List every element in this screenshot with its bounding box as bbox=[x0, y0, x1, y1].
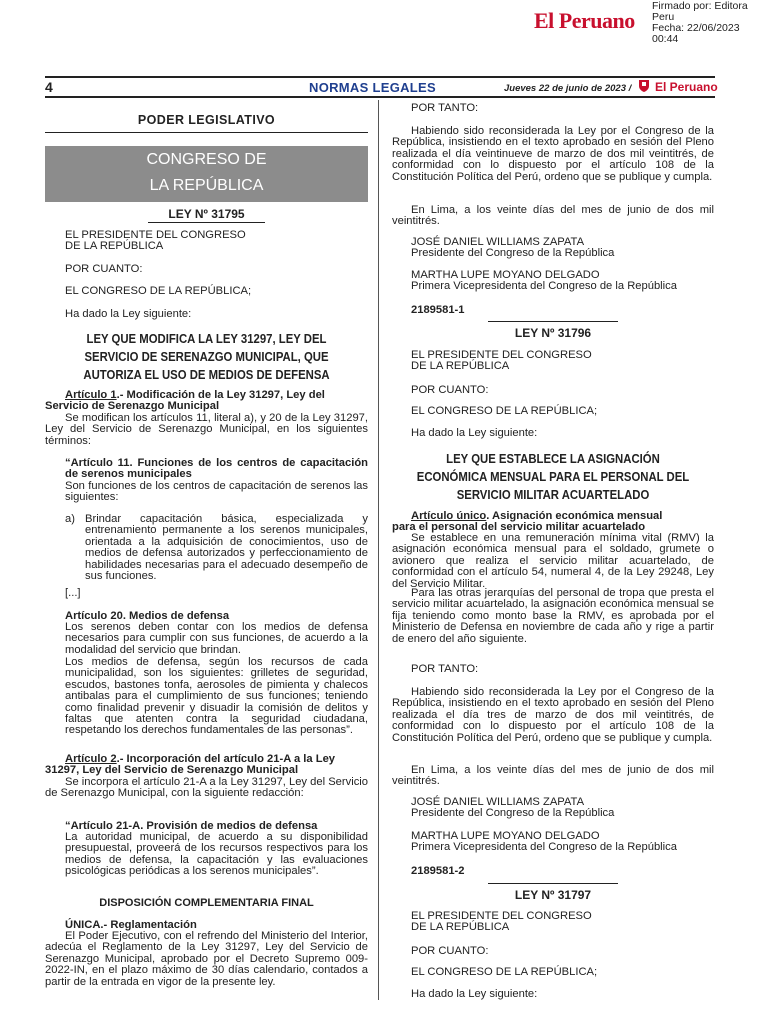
article-1-label: Artículo 1 bbox=[65, 389, 117, 401]
por-tanto-2: POR TANTO: bbox=[411, 663, 479, 675]
law-3-rule bbox=[488, 883, 618, 884]
article-2-heading bbox=[45, 754, 368, 777]
article-unico-title: . Asignación económica mensual bbox=[486, 510, 663, 522]
final-disposition-heading: DISPOSICIÓN COMPLEMENTARIA FINAL bbox=[99, 897, 314, 909]
signatory-1 bbox=[411, 237, 614, 260]
signatory-3 bbox=[411, 797, 614, 820]
law-2-president-line-2: DE LA REPÚBLICA bbox=[411, 360, 510, 373]
signatory-2-name: MARTHA LUPE MOYANO DELGADO bbox=[411, 269, 600, 281]
unica-heading: ÚNICA.- Reglamentación bbox=[65, 919, 197, 931]
brand-wordmark: El Peruano bbox=[534, 8, 635, 33]
publication-code-2: 2189581-2 bbox=[411, 865, 465, 877]
law-3-congress: EL CONGRESO DE LA REPÚBLICA; bbox=[411, 966, 598, 978]
unica-body: El Poder Ejecutivo, con el refrendo del Ministerio del Interior, adecúa el Reglamento de la Ley 31297, Ley del Servicio de Serenazgo Municipal, aprobado por el Decreto Supremo 009-2022-IN, en el plazo máximo de 30 días calendario, contados a partir de la entrada en vigor de la presente ley. bbox=[45, 930, 368, 988]
banner-line-1: CONGRESO DE bbox=[146, 151, 267, 168]
power-rule bbox=[45, 132, 368, 133]
article-1-body: Se modifican los artículos 11, literal a), y 20 de la Ley 31297, Ley del Servicio de Serenazgo Municipal, en los siguientes términos: bbox=[45, 412, 368, 447]
law-2-ha-dado: Ha dado la Ley siguiente: bbox=[411, 427, 538, 439]
signatory-4-name: MARTHA LUPE MOYANO DELGADO bbox=[411, 830, 600, 842]
signature-org: Peru bbox=[652, 11, 675, 23]
law-2-president-line-1: EL PRESIDENTE DEL CONGRESO bbox=[411, 349, 592, 361]
issue-date: Jueves 22 de junio de 2023 / bbox=[504, 83, 632, 94]
quote-art-20-p1: Los serenos deben contar con los medios de defensa necesarios para cumplir con sus funciones, de acuerdo a la modalidad del servicio que brindan. bbox=[65, 621, 368, 656]
president-heading bbox=[65, 230, 246, 253]
page-number: 4 bbox=[45, 79, 53, 95]
law-number-rule bbox=[148, 222, 265, 223]
law-2-title-line-3: SERVICIO MILITAR ACUARTELADO bbox=[456, 487, 650, 502]
signatory-4 bbox=[411, 831, 677, 854]
ha-dado: Ha dado la Ley siguiente: bbox=[65, 308, 192, 320]
law-2-president bbox=[411, 350, 592, 373]
signature-date: Fecha: 22/06/2023 00:44 bbox=[652, 22, 740, 45]
law-3-por-cuanto: POR CUANTO: bbox=[411, 945, 489, 957]
president-line-2: DE LA REPÚBLICA bbox=[65, 240, 164, 253]
article-unico-p2: Para las otras jerarquías del personal de tropa que presta el servicio militar acuartelado, la asignación económica mensual se fija teniendo como monto base la RMV, es aprobada por el Ministerio de Defensa en noviembre de cada año y rige a partir de enero del año siguiente. bbox=[392, 587, 714, 645]
law-2-rule bbox=[488, 321, 618, 322]
item-a-text: Brindar capacitación básica, especializada y entrenamiento permanente a los serenos municipales, orientada a la adquisición de conocimientos, uso de medios de defensa autorizados y perfeccionamiento de habilidades necesarias para el adecuado desempeño de sus funciones. bbox=[85, 513, 368, 583]
law-2-title-line-1: LEY QUE ESTABLECE LA ASIGNACIÓN bbox=[446, 451, 660, 466]
law-title-line-2: SERVICIO DE SERENAZGO MUNICIPAL, QUE bbox=[84, 349, 329, 364]
quote-art-11-body: Son funciones de los centros de capacitación de serenos las siguientes: bbox=[65, 480, 368, 504]
quote-art-11-heading: “Artículo 11. Funciones de los centros de capacitación de serenos municipales bbox=[65, 457, 368, 481]
por-cuanto: POR CUANTO: bbox=[65, 263, 143, 275]
congress-banner bbox=[45, 146, 368, 202]
article-unico-label: Artículo único bbox=[411, 510, 487, 522]
signatory-1-name: JOSÉ DANIEL WILLIAMS ZAPATA bbox=[411, 236, 585, 248]
law-title bbox=[45, 330, 368, 384]
por-tanto-1: POR TANTO: bbox=[411, 102, 479, 114]
signatory-4-role: Primera Vicepresidenta del Congreso de la República bbox=[411, 841, 677, 854]
law-3-president bbox=[411, 911, 592, 934]
article-2-body: Se incorpora el artículo 21-A a la Ley 31297, Ley del Servicio de Serenazgo Municipal, con la siguiente redacción: bbox=[45, 776, 368, 800]
header-rule bbox=[45, 96, 715, 98]
law-3-president-line-2: DE LA REPÚBLICA bbox=[411, 921, 510, 934]
masthead-logo bbox=[534, 8, 650, 38]
signatory-2-role: Primera Vicepresidenta del Congreso de la República bbox=[411, 280, 677, 293]
signatory-1-role: Presidente del Congreso de la República bbox=[411, 247, 615, 260]
article-2-title-2: 31297, Ley del Servicio de Serenazgo Municipal bbox=[45, 764, 299, 777]
quote-art-20-heading: Artículo 20. Medios de defensa bbox=[65, 610, 230, 622]
article-1-title: .- Modificación de la Ley 31297, Ley del bbox=[116, 389, 325, 401]
law-2-title-line-2: ECONÓMICA MENSUAL PARA EL PERSONAL DEL bbox=[416, 469, 690, 484]
lima-date-1: En Lima, a los veinte días del mes de junio de dos mil veintitrés. bbox=[392, 204, 714, 228]
law-title-line-1: LEY QUE MODIFICA LA LEY 31297, LEY DEL bbox=[86, 331, 327, 346]
enactment-2: Habiendo sido reconsiderada la Ley por el Congreso de la República, insistiendo en el texto aprobado en sesión del Pleno realizada el día tres de marzo de dos mil veintitrés, de conformidad con lo dispuesto por el artículo 108 de la Constitución Política del Perú, ordeno que se publique y cumpla. bbox=[392, 686, 714, 744]
law-3-ha-dado: Ha dado la Ley siguiente: bbox=[411, 988, 538, 1000]
lima-date-2: En Lima, a los veinte días del mes de junio de dos mil veintitrés. bbox=[392, 764, 714, 788]
quote-art-21a-body: La autoridad municipal, de acuerdo a su disponibilidad presupuestal, proveerá de los recursos respectivos para los medios de defensa, la capacitación y las evaluaciones psicológicas periódicas a los serenos municipales”. bbox=[65, 831, 368, 878]
coat-of-arms-icon bbox=[637, 79, 651, 93]
signature-signer: Firmado por: Editora bbox=[652, 0, 748, 12]
article-1-title-2: Servicio de Serenazgo Municipal bbox=[45, 400, 220, 413]
law-number: LEY Nº 31795 bbox=[168, 207, 245, 221]
article-unico-p1: Se establece en una remuneración mínima vital (RMV) la asignación económica mensual para el soldado, grumete o avionero que realiza el servicio militar acuartelado, de conformidad con el artículo 54, numeral 4, de la Ley 29248, Ley del Servicio Militar. bbox=[392, 532, 714, 590]
column-divider bbox=[378, 100, 379, 1000]
law-title-line-3: AUTORIZA EL USO DE MEDIOS DE DEFENSA bbox=[83, 367, 330, 382]
signatory-3-name: JOSÉ DANIEL WILLIAMS ZAPATA bbox=[411, 796, 585, 808]
article-unico-heading bbox=[392, 511, 714, 534]
quote-art-21a-heading: “Artículo 21-A. Provisión de medios de defensa bbox=[65, 820, 318, 832]
enactment-1: Habiendo sido reconsiderada la Ley por el Congreso de la República, insistiendo en el texto aprobado en sesión del Pleno realizada el día veintinueve de marzo de dos mil veintitrés, de conformidad con lo dispuesto por el artículo 108 de la Constitución Política del Perú, ordeno que se publique y cumpla. bbox=[392, 125, 714, 183]
ellipsis: [...] bbox=[65, 587, 81, 599]
header-brand: El Peruano bbox=[655, 80, 718, 94]
law-2-congress: EL CONGRESO DE LA REPÚBLICA; bbox=[411, 405, 598, 417]
article-2-title: .- Incorporación del artículo 21-A a la Ley bbox=[116, 753, 336, 765]
digital-signature bbox=[652, 1, 768, 45]
law-3-number: LEY Nº 31797 bbox=[514, 888, 592, 902]
power-heading: PODER LEGISLATIVO bbox=[137, 113, 276, 127]
law-3-president-line-1: EL PRESIDENTE DEL CONGRESO bbox=[411, 910, 592, 922]
article-2-label: Artículo 2 bbox=[65, 753, 117, 765]
president-line-1: EL PRESIDENTE DEL CONGRESO bbox=[65, 229, 246, 241]
banner-line-2: LA REPÚBLICA bbox=[149, 177, 264, 194]
header-rule-top bbox=[45, 76, 715, 78]
article-1-heading bbox=[45, 390, 368, 413]
signatory-3-role: Presidente del Congreso de la República bbox=[411, 807, 615, 820]
law-2-title bbox=[392, 450, 714, 504]
item-a-label: a) bbox=[65, 513, 75, 525]
article-unico-title-2: para el personal del servicio militar acuartelado bbox=[392, 521, 646, 534]
section-title: NORMAS LEGALES bbox=[309, 80, 436, 95]
signatory-2 bbox=[411, 270, 677, 293]
publication-code-1: 2189581-1 bbox=[411, 304, 465, 316]
congress-line: EL CONGRESO DE LA REPÚBLICA; bbox=[65, 285, 252, 297]
law-2-number: LEY Nº 31796 bbox=[514, 326, 592, 340]
law-2-por-cuanto: POR CUANTO: bbox=[411, 384, 489, 396]
quote-art-20-p2: Los medios de defensa, según los recursos de cada municipalidad, son los siguientes: grilletes de seguridad, escudos, bastones tonfa, aerosoles de pimienta y chalecos antibalas para el cumplimiento de sus funciones; teniendo como finalidad prevenir y disuadir la comisión de delitos y faltas que atenten contra la seguridad ciudadana, respetando los derechos fundamentales de las personas”. bbox=[65, 656, 368, 737]
